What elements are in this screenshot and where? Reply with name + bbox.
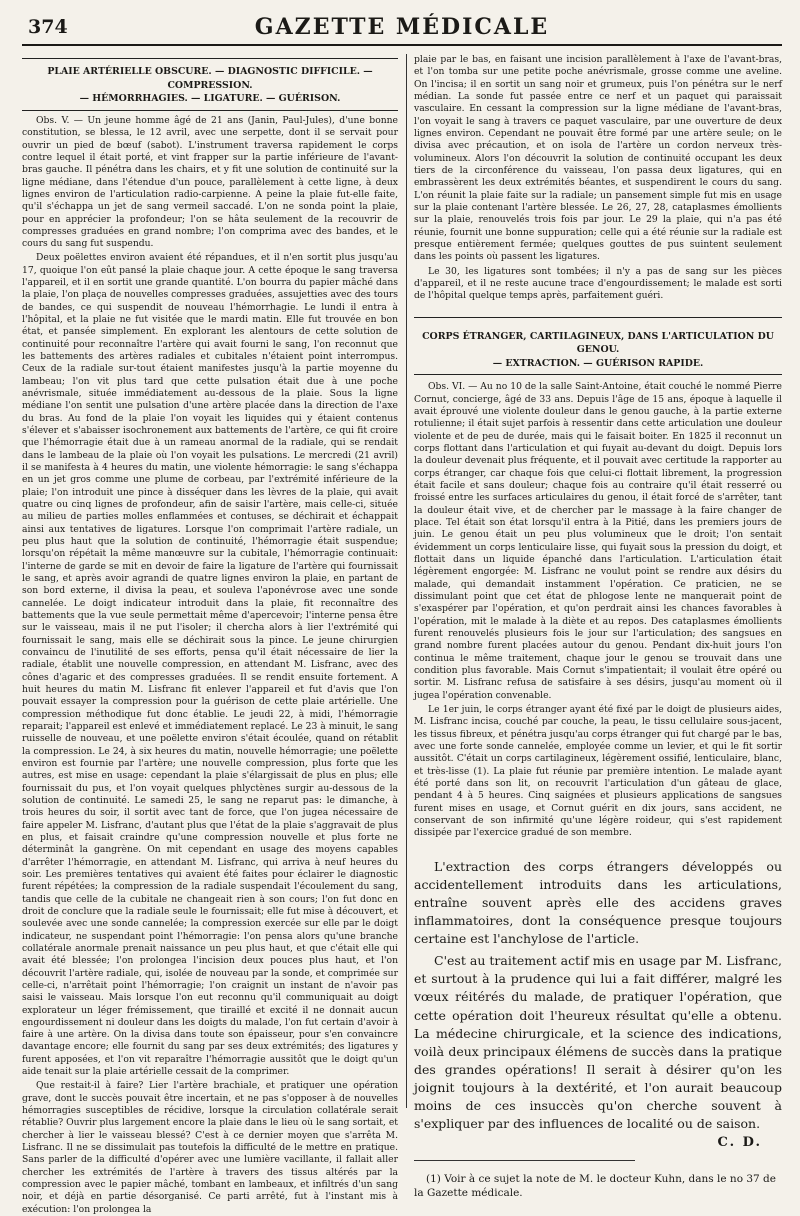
paragraph: Le 30, les ligatures sont tombées; il n'y a pas de sang sur les pièces d'appareil, et il ne reste aucune trace d'engourdissement; le malade est sorti de l'hôpital quelque temps après, parfaitement guéri. <box>414 265 782 302</box>
page-header <box>22 14 782 46</box>
heading-line-1: CORPS ÉTRANGER, CARTILAGINEUX, DANS L'ARTICULATION DU GENOU. <box>422 330 774 356</box>
divider <box>22 58 398 59</box>
right-column <box>414 54 782 1200</box>
two-column-body <box>22 54 782 1215</box>
article-heading-obs6 <box>414 330 782 371</box>
column-divider <box>406 54 407 1108</box>
running-title: GAZETTE MÉDICALE <box>254 14 550 40</box>
paragraph: Le 1er juin, le corps étranger ayant été fixé par le doigt de plusieurs aides, M. Lisfranc incisa, couché par couche, la peau, le tissu cellulaire sous-jacent, les tissus fibreux, et pénétra jusqu'au corps étranger qui fut chargé par le bas, avec une forte sonde cannelée, employée comme un levier, et qui le fit sortir aussitôt. C'était un corps cartilagineux, légèrement ossifié, lenticulaire, blanc, et très-lisse (1). La plaie fut réunie par première intention. Le malade ayant été porté dans son lit, on recouvrit l'articulation d'un gâteau de glace, pendant 4 à 5 heures. Cinq saignées et plusieurs applications de sangsues furent mises en usage, et Cornut guérit en dix jours, sans accident, ne conservant de son infirmité qu'une légère roideur, qui s'est rapidement dissipée par l'exercice gradué de son membre. <box>414 703 782 839</box>
summary-paragraph: L'extraction des corps étrangers développés ou accidentellement introduits dans les articulations, entraîne souvent après elle des accidens graves inflammatoires, dont la conséquence presque toujours certaine est l'anchylose de l'article. <box>414 858 782 947</box>
divider <box>414 317 782 318</box>
divider <box>22 110 398 111</box>
page-number: 374 <box>28 16 68 38</box>
paragraph: Obs. VI. — Au no 10 de la salle Saint-Antoine, était couché le nommé Pierre Cornut, concierge, âgé de 33 ans. Depuis l'âge de 15 ans, époque à laquelle il avait éprouvé une violente douleur dans le genou gauche, à la partie externe rotulienne; il était sujet parfois à ressentir dans cette articulation une douleur violente et de peu de durée, mais qui le faisait boiter. En 1825 il reconnut un corps flottant dans l'articulation et qui fuyait au-devant du doigt. Depuis lors la douleur devenait plus fréquente, et il pouvait avec certitude la rapporter au corps étranger, car chaque fois que celui-ci flottait librement, la progression était facile et sans douleur; chaque fois au contraire qu'il était resserré ou froissé entre les surfaces articulaires du genou, il était forcé de s'arrêter, tant la douleur était vive, et de chercher par le massage à la faire changer de place. Tel était son état lorsqu'il entra à la Pitié, dans les premiers jours de juin. Le genou était un peu plus volumineux que le droit; l'on sentait évidemment un corps lenticulaire lisse, qui fuyait sous la pression du doigt, et flottait dans un liquide épanché dans l'articulation. L'articulation était légèrement engorgée: M. Lisfranc ne voulut point se rendre aux désirs du malade, qui demandait instamment l'opération. Ce praticien, ne se dissimulant point que cet état de phlogose lente ne manquerait point de s'exaspérer par l'opération, et qu'on perdrait ainsi les chances favorables à l'opération, mit le malade à la diète et au repos. Des cataplasmes émollients furent renouvelés plusieurs fois le jour sur l'articulation; des sangsues en grand nombre furent placées autour du genou. Pendant dix-huit jours l'on continua le même traitement, chaque jour le genou se trouvait dans une condition plus favorable. Mais Cornut s'impatientait; il voulait être opéré ou sortir. M. Lisfranc refusa de satisfaire à ses désirs, jusqu'au moment où il jugea l'opération convenable. <box>414 381 782 701</box>
summary-paragraph: C'est au traitement actif mis en usage par M. Lisfranc, et surtout à la prudence qui lui a fait différer, malgré les vœux réitérés du malade, de pratiquer l'opération, que cette opération doit l'heureux résultat qu'elle a obtenu. La médecine chirurgicale, et la science des indications, voilà deux principaux élémens de succès dans la pratique des grandes opérations! Il serait à désirer qu'on les joignit toujours à la dextérité, et l'on aurait beaucoup moins de ces insuccès qu'on cherche souvent à s'expliquer par des influences de localité ou de saison. <box>414 953 782 1132</box>
newspaper-page <box>22 14 782 1215</box>
heading-line-2: — EXTRACTION. — GUÉRISON RAPIDE. <box>492 357 704 369</box>
heading-line-1: PLAIE ARTÉRIELLE OBSCURE. — DIAGNOSTIC DIFFICILE. — COMPRESSION. <box>47 66 373 91</box>
divider <box>414 374 782 375</box>
footnote: (1) Voir à ce sujet la note de M. le docteur Kuhn, dans le no 37 de la Gazette médicale. <box>414 1172 776 1200</box>
paragraph: Que restait-il à faire? Lier l'artère brachiale, et pratiquer une opération grave, dont le succès pouvait être incertain, et ne pas s'opposer à de nouvelles hémorragies susceptibles de récidive, lorsque la circulation collatérale serait rétablie? Ouvrir plus largement encore la plaie dans le lieu où le sang sortait, et chercher à lier le vaisseau blessé? C'est à ce dernier moyen que s'arrêta M. Lisfranc. Il ne se dissimulait pas toutefois la difficulté de le mettre en pratique. Sans parler de la difficulté d'opérer avec une lumière vacillante, il fallait aller chercher les extrémités de l'artère à travers des tissus altérés par la compression avec le papier mâché, tombant en lambeaux, et infiltrés d'un sang noir, et déjà en partie désorganisé. Ce parti arrêté, fut à l'instant mis à exécution: l'on prolongea la <box>22 1080 398 1215</box>
paragraph: plaie par le bas, en faisant une incision parallèlement à l'axe de l'avant-bras, et l'on tomba sur une petite poche anévrismale, grosse comme une aveline. On l'incisa; il en sortit un sang noir et grumeux, puis l'on pénétra sur le nerf médian. La sonde fut passée entre ce nerf et un paquet qui paraissait vasculaire. En cessant la compression sur la ligne médiane de l'avant-bras, l'on voyait le sang à travers ce paquet vasculaire, par une ouverture de deux lignes environ. Cependant ne pouvait être formé par une artère seule; on le divisa avec précaution, et on isola de l'artère un cordon nerveux très-volumineux. Alors l'on découvrit la solution de continuité occupant les deux tiers de la circonférence du vaisseau, l'on passa deux ligatures, qui en embrassèrent les deux extrémités béantes, et suspendirent le cours du sang. L'on réunit la plaie faite sur la radiale; un pansement simple fut mis en usage sur la plaie contenant l'artère blessée. Le 26, 27, 28, cataplasmes émollients sur la plaie, renouvelés trois fois par jour. Le 29 la plaie, qui n'a pas été réunie, fournit une bonne suppuration; celle qui a été réunie sur la radiale est presque entièrement fermée; quelques gouttes de pus suintent seulement dans les points où passent les ligatures. <box>414 54 782 263</box>
left-column <box>22 54 398 1215</box>
heading-line-2: — HÉMORRHAGIES. — LIGATURE. — GUÉRISON. <box>79 93 341 105</box>
footnote-divider <box>414 1160 635 1161</box>
author-signature: C. D. <box>717 1135 762 1151</box>
paragraph: Obs. V. — Un jeune homme âgé de 21 ans (Janin, Paul-Jules), d'une bonne constitution, se blessa, le 12 avril, avec une serpette, dont il se servait pour ouvrir un pied de bœuf (sabot). L'instrument traversa rapidement le corps contre lequel il était porté, et vint frapper sur la partie inférieure de l'avant-bras gauche. Il pénétra dans les chairs, et y fit une solution de continuité sur la ligne médiane, dans l'étendue d'un pouce, parallèlement à cette ligne, à deux lignes environ de l'articulation radio-carpienne. A peine la plaie fut-elle faite, qu'il s'échappa un jet de sang vermeil saccadé. L'on ne sonda point la plaie, pour en apprécier la profondeur; l'on se hâta seulement de la recouvrir de compresses graduées en grand nombre; l'on comprima avec des bandes, et le cours du sang fut suspendu. <box>22 114 398 250</box>
paragraph: Deux poëlettes environ avaient été répandues, et il n'en sortit plus jusqu'au 17, quoique l'on eût pansé la plaie chaque jour. A cette époque le sang traversa l'appareil, et il en sortit une grande quantité. L'on bourra du papier mâché dans la plaie, l'on plaça de nouvelles compresses graduées, assujetties avec des tours de bandes, ce qui suspendit de nouveau l'hémorrhagie. Le lundi il entra à l'hôpital, et la plaie ne fut visitée que le mardi matin. Elle fut trouvée en bon état, et pansée simplement. En explorant les alentours de cette solution de continuité pour reconnaître l'artère qui avait fourni le sang, l'on reconnut que les battements des artères radiales et cubitales n'étaient point interrompus. Ceux de la radiale sur-tout étaient manifestes jusqu'à la partie moyenne du lambeau; l'on vit plus tard que cette pulsation était due à une poche anévrismale, située immédiatement au-dessous de la plaie. Sous la ligne médiane l'on sentit une pulsation d'une artère placée dans la direction de l'axe du bras. Au fond de la plaie l'on voyait les liquides qui y étaient contenus s'élever et s'abaisser isochronement aux battements de l'artère, ce qui fit croire que l'hémorragie était due à un rameau anormal de la radiale, qui se rendait dans le lambeau de la plaie où l'on voyait les pulsations. Le mercredi (21 avril) il se manifesta à 4 heures du matin, une violente hémorragie: le sang s'échappa en un jet gros comme une plume de corbeau, par l'extrémité inférieure de la plaie; l'on introduit une pince à disséquer dans les lèvres de la plaie, qui avait quatre ou cinq lignes de profondeur, afin de saisir l'artère, mais celle-ci, située au milieu de parties molles enflammées et contuses, se déchirait et échappait ainsi aux tentatives de ligatures. Lorsque l'on comprimait l'artère radiale, un peu plus haut que la solution de continuité, l'hémorragie était suspendue; lorsqu'on répétait la même manœuvre sur la cubitale, l'hémorragie continuait: l'interne de garde se mit en devoir de faire la ligature de l'artère qui fournissait le sang, et après avoir agrandi de quatre lignes environ la plaie, en partant de son bord externe, il divisa la peau, et souleva l'aponévrose avec une sonde cannelée. Le doigt indicateur introduit dans la plaie, fit reconnaître des battements que la vue seule permettait même d'apercevoir; l'interne pensa être sur le vaisseau, mais il ne put l'isoler; il chercha alors à lier l'extrémité qui fournissait le sang, mais elle se déchirait sous la pince. Le jeune chirurgien convaincu de l'inutilité de ses efforts, pensa qu'il était nécessaire de lier la radiale, établit une nouvelle compression, en attendant M. Lisfranc, avec des cônes d'agaric et des compresses graduées. Il se rendit ensuite fortement. A huit heures du matin M. Lisfranc fit enlever l'appareil et fut d'avis que l'on pouvait essayer la compression pour la guérison de cette plaie artérielle. Une compression méthodique fut donc établie. Le jeudi 22, à midi, l'hémorragie reparait; l'appareil est enlevé et immédiatement replacé. Le 23 à minuit, le sang ruisselle de nouveau, et une poëlette environ s'était écoulée, quand on rétablit la compression. Le 24, à six heures du matin, nouvelle hémorragie; une poëlette environ est fournie par l'artère; une nouvelle compression, plus forte que les autres, est mise en usage: cependant la plaie s'élargissait de plus en plus; elle fournissait du pus, et l'on voyait quelques phlyctènes surgir au-dessous de la solution de continuité. Le samedi 25, le sang ne reparut pas: le dimanche, à trois heures du soir, il sortit avec tant de force, que l'on jugea nécessaire de faire appeler M. Lisfranc, d'autant plus que l'état de la plaie s'aggravait de plus en plus, et faisait craindre qu'une compression nouvelle et plus forte ne déterminât la gangrène. On mit cependant en usage des moyens capables d'arrêter l'hémorragie, en attendant M. Lisfranc, qui arriva à neuf heures du soir. Les premières tentatives qui avaient été faites pour éclairer le diagnostic furent répétées; la compression de la radiale suspendait l'écoulement du sang, tandis que celle de la cubitale ne changeait rien à son cours; l'on fut donc en droit de conclure que la radiale seule le fournissait; elle fut mise à découvert, et soulevée avec une sonde cannelée; la compression exercée sur elle par le doigt indicateur, ne suspendant point l'hémorragie: l'on pensa alors qu'une branche collatérale anormale prenait naissance un peu plus haut, et que c'était elle qui avait été blessée; l'on prolongea l'incision deux pouces plus haut, et l'on découvrit l'artère radiale, qui, isolée de nouveau par la sonde, et comprimée sur celle-ci, n'arrêtait point l'hémorragie; l'on craignit un instant de n'avoir pas saisi le vaisseau. Mais lorsque l'on eut reconnu qu'il communiquait au doigt explorateur un léger frémissement, que tiraillé et excité il ne donnait aucun engourdissement ni douleur dans les doigts du malade, l'on fut certain d'avoir à faire à une artère. On la divisa dans toute son épaisseur, pour s'en convaincre davantage encore; elle fournit du sang par ses deux extrémités; des ligatures y furent apposées, et l'on vit reparaître l'hémorragie aussitôt que le doigt qu'un aide tenait sur la plaie artérielle cessait de la comprimer. <box>22 252 398 1078</box>
article-heading-obs5 <box>22 65 398 106</box>
